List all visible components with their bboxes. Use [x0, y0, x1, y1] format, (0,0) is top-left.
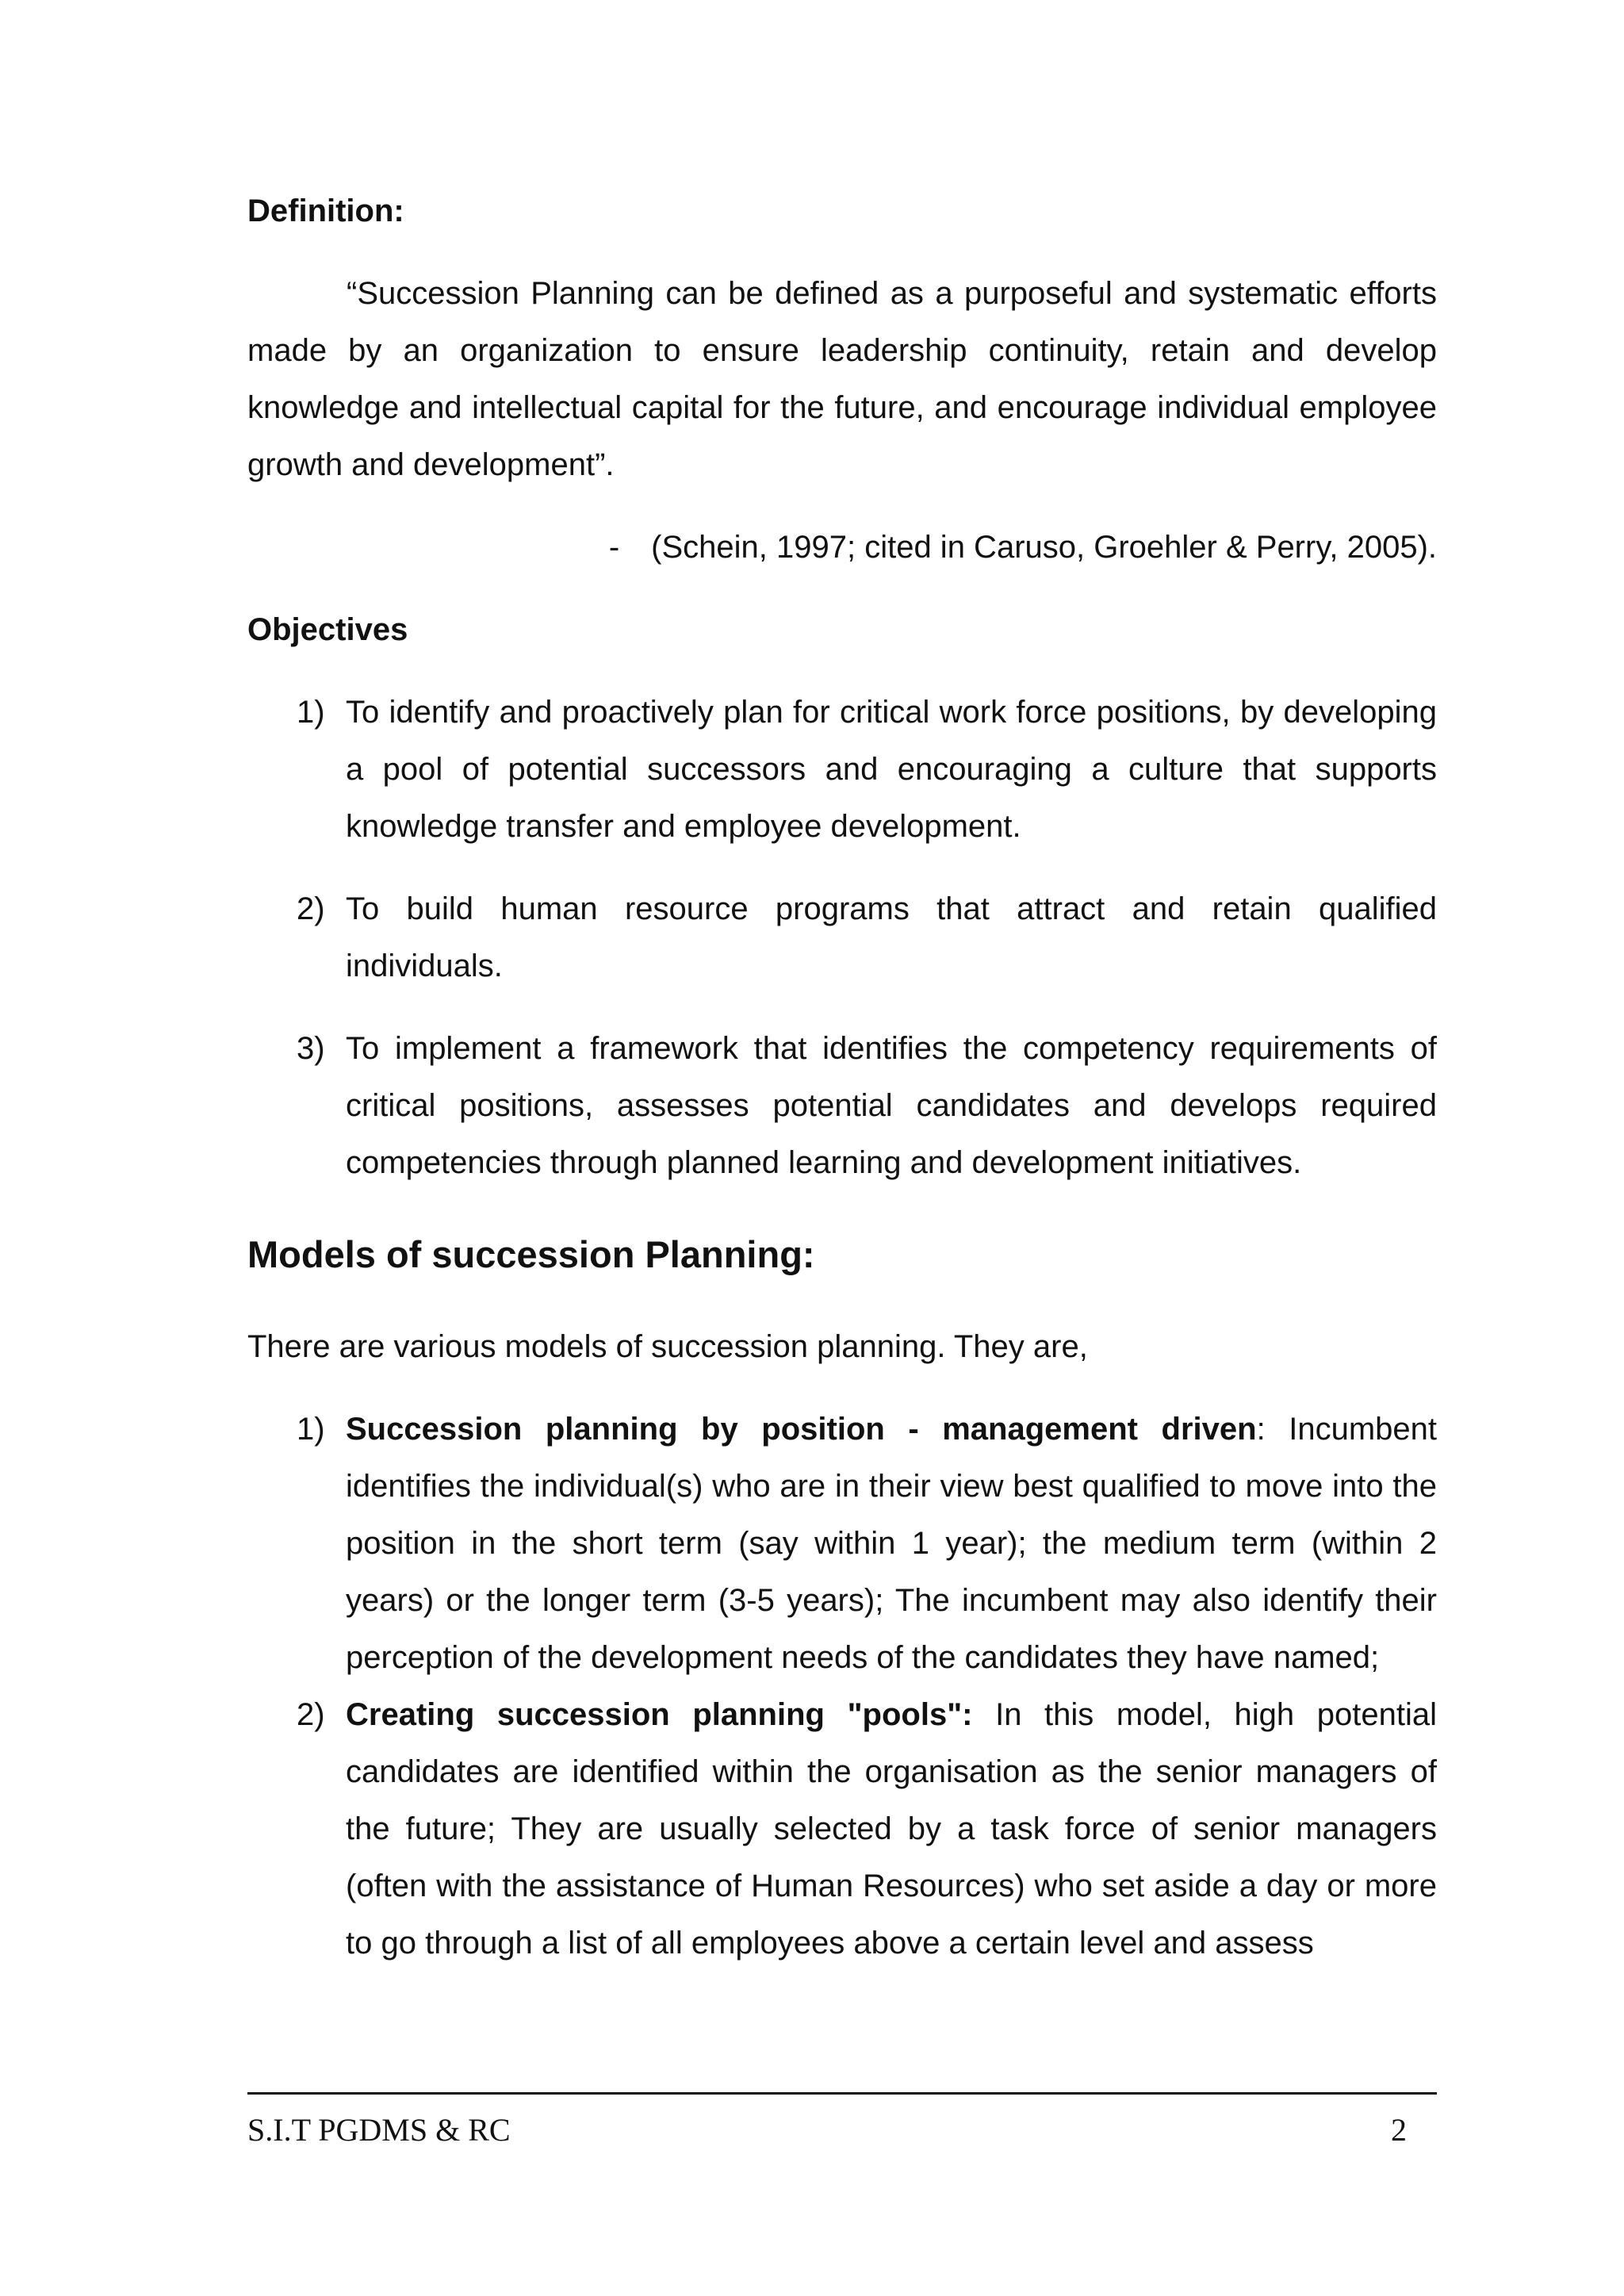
footer-institution: S.I.T PGDMS & RC: [247, 2112, 511, 2148]
page-number: 2: [1391, 2112, 1407, 2148]
models-section-title: Models of succession Planning:: [247, 1233, 815, 1275]
list-item: [247, 1686, 1437, 1972]
list-item-text: To implement a framework that identifies the competency requirements of critical positions, assesses potential candidates and develops required competencies through planned learning and development initiatives.: [346, 1031, 1437, 1180]
definition-citation: [247, 519, 1437, 576]
page-footer: [247, 2111, 1437, 2159]
list-item: [247, 684, 1437, 855]
list-item: [247, 880, 1437, 995]
page-content: [247, 182, 1437, 1972]
model-name: Creating succession planning "pools":: [346, 1697, 973, 1732]
models-list: [247, 1401, 1437, 1972]
footer-divider: [247, 2092, 1437, 2095]
objectives-heading: Objectives: [247, 612, 408, 647]
model-description: : Incumbent identifies the individual(s) who are in their view best qualified to move into the position in the short term (say within 1 year); the medium term (within 2 years) or the longer term (3-5 years); The incumbent may also identify their perception of the development needs of the candidates they have named;: [346, 1412, 1437, 1675]
objectives-list: [247, 684, 1437, 1191]
list-item: [247, 1020, 1437, 1191]
citation-text: (Schein, 1997; cited in Caruso, Groehler & Perry, 2005).: [651, 530, 1437, 565]
list-item-number: 2): [297, 891, 325, 926]
list-item-number: 2): [297, 1697, 325, 1732]
list-item-number: 1): [297, 1412, 325, 1447]
model-description: In this model, high potential candidates are identified within the organisation as the senior managers of the future; They are usually selected by a task force of senior managers (often with the assistance of Human Resources) who set aside a day or more to go through a list of all employees above a certain level and assess: [346, 1697, 1437, 1961]
model-name: Succession planning by position - management driven: [346, 1412, 1257, 1447]
citation-dash: -: [608, 530, 620, 565]
definition-quote: “Succession Planning can be defined as a purposeful and systematic efforts made by an organization to ensure leadership continuity, retain and develop knowledge and intellectual capital for the future, and encourage individual employee growth and development”.: [247, 276, 1437, 482]
definition-heading: Definition:: [247, 194, 404, 228]
list-item: [247, 1401, 1437, 1686]
models-intro: There are various models of succession planning. They are,: [247, 1329, 1088, 1364]
list-item-text: To identify and proactively plan for critical work force positions, by developing a pool of potential successors and encouraging a culture that supports knowledge transfer and employee development.: [346, 695, 1437, 844]
list-item-text: To build human resource programs that attract and retain qualified individuals.: [346, 891, 1437, 983]
list-item-number: 1): [297, 695, 325, 730]
list-item-number: 3): [297, 1031, 325, 1066]
